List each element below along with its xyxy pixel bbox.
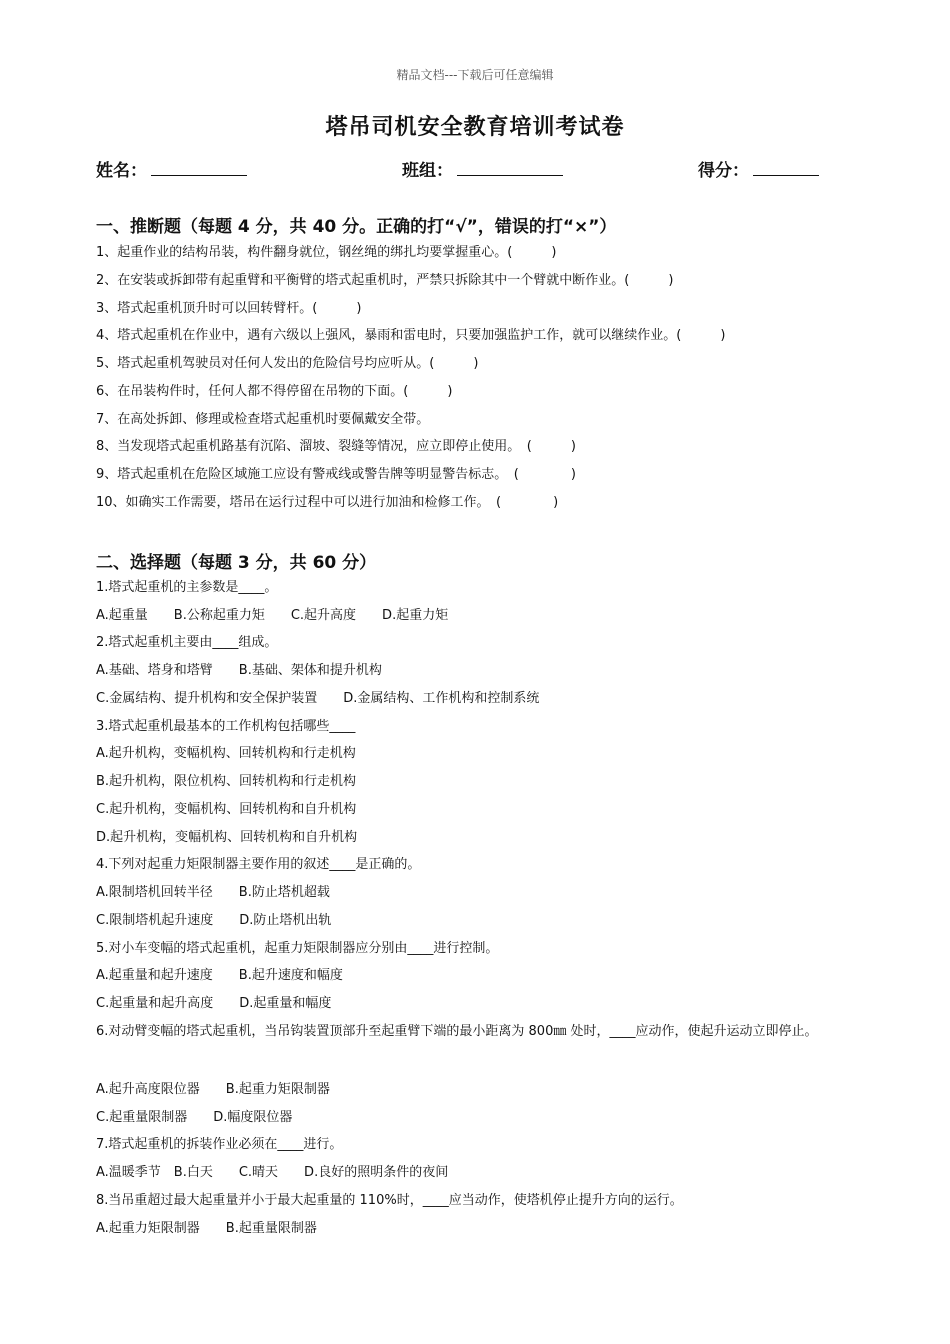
judgment-item: 4、塔式起重机在作业中，遇有六级以上强风，暴雨和雷电时，只要加强监护工作，就可以继续作业。( ): [96, 328, 726, 343]
info-row: [96, 156, 856, 182]
group-blank[interactable]: [457, 157, 563, 176]
option-line: A.限制塔机回转半径 B.防止塔机超载: [96, 885, 330, 900]
group-label: 班组：: [402, 161, 453, 181]
judgment-item: 6、在吊装构件时，任何人都不得停留在吊物的下面。( ): [96, 384, 453, 399]
judgment-item: 9、塔式起重机在危险区域施工应设有警戒线或警告牌等明显警告标志。 ( ): [96, 467, 576, 482]
judgment-item: 2、在安装或拆卸带有起重臂和平衡臂的塔式起重机时，严禁只拆除其中一个臂就中断作业。( ): [96, 273, 674, 288]
judgment-item: 3、塔式起重机顶升时可以回转臂杆。( ): [96, 301, 362, 316]
score-label: 得分：: [698, 161, 749, 181]
judgment-item: 5、塔式起重机驾驶员对任何人发出的危险信号均应听从。( ): [96, 356, 479, 371]
option-line: A.起重力矩限制器 B.起重量限制器: [96, 1221, 317, 1236]
option-line: C.起重量和起升高度 D.起重量和幅度: [96, 996, 332, 1011]
option-line: B.起升机构，限位机构、回转机构和行走机构: [96, 774, 357, 789]
question-line: 5.对小车变幅的塔式起重机，起重力矩限制器应分别由____进行控制。: [96, 941, 499, 956]
score-blank[interactable]: [753, 157, 819, 176]
option-line: A.温暖季节 B.白天 C.晴天 D.良好的照明条件的夜间: [96, 1165, 449, 1180]
section1-title: 一、推断题（每题 4 分，共 40 分。正确的打“√”，错误的打“×”）: [96, 217, 617, 237]
section2-title: 二、选择题（每题 3 分，共 60 分）: [96, 553, 377, 573]
score-field[interactable]: [698, 156, 819, 181]
question-line: 7.塔式起重机的拆装作业必须在____进行。: [96, 1137, 343, 1152]
question-line: 3.塔式起重机最基本的工作机构包括哪些____: [96, 719, 356, 734]
judgment-item: 8、当发现塔式起重机路基有沉陷、溜坡、裂缝等情况，应立即停止使用。 ( ): [96, 439, 576, 454]
question-line: 2.塔式起重机主要由____组成。: [96, 635, 278, 650]
question-line: 1.塔式起重机的主参数是____。: [96, 580, 278, 595]
question-line: 6.对动臂变幅的塔式起重机，当吊钩装置顶部升至起重臂下端的最小距离为 800㎜ 处时，____应动作，使起升运动立即停止。: [96, 1024, 818, 1039]
option-line: A.起升高度限位器 B.起重力矩限制器: [96, 1082, 330, 1097]
option-line: A.基础、塔身和塔臂 B.基础、架体和提升机构: [96, 663, 382, 678]
option-line: C.起升机构，变幅机构、回转机构和自升机构: [96, 802, 357, 817]
option-line: A.起重量 B.公称起重力矩 C.起升高度 D.起重力矩: [96, 608, 449, 623]
option-line: A.起升机构，变幅机构、回转机构和行走机构: [96, 746, 356, 761]
header-note: 精品文档---下载后可任意编辑: [396, 68, 554, 82]
option-line: C.起重量限制器 D.幅度限位器: [96, 1110, 293, 1125]
page-title: 塔吊司机安全教育培训考试卷: [325, 115, 625, 140]
question-line: 8.当吊重超过最大起重量并小于最大起重量的 110%时，____应当动作，使塔机停止提升方向的运行。: [96, 1193, 683, 1208]
name-blank[interactable]: [151, 157, 247, 176]
name-field[interactable]: [96, 156, 247, 181]
judgment-item: 10、如确实工作需要，塔吊在运行过程中可以进行加油和检修工作。 ( ): [96, 495, 559, 510]
option-line: C.金属结构、提升机构和安全保护装置 D.金属结构、工作机构和控制系统: [96, 691, 540, 706]
name-label: 姓名：: [96, 161, 147, 181]
option-line: C.限制塔机起升速度 D.防止塔机出轨: [96, 913, 332, 928]
group-field[interactable]: [402, 156, 563, 181]
option-line: D.起升机构，变幅机构、回转机构和自升机构: [96, 830, 358, 845]
question-line: 4.下列对起重力矩限制器主要作用的叙述____是正确的。: [96, 857, 421, 872]
option-line: A.起重量和起升速度 B.起升速度和幅度: [96, 968, 343, 983]
judgment-item: 7、在高处拆卸、修理或检查塔式起重机时要佩戴安全带。: [96, 412, 430, 427]
judgment-item: 1、起重作业的结构吊装，构件翻身就位，钢丝绳的绑扎均要掌握重心。( ): [96, 245, 557, 260]
